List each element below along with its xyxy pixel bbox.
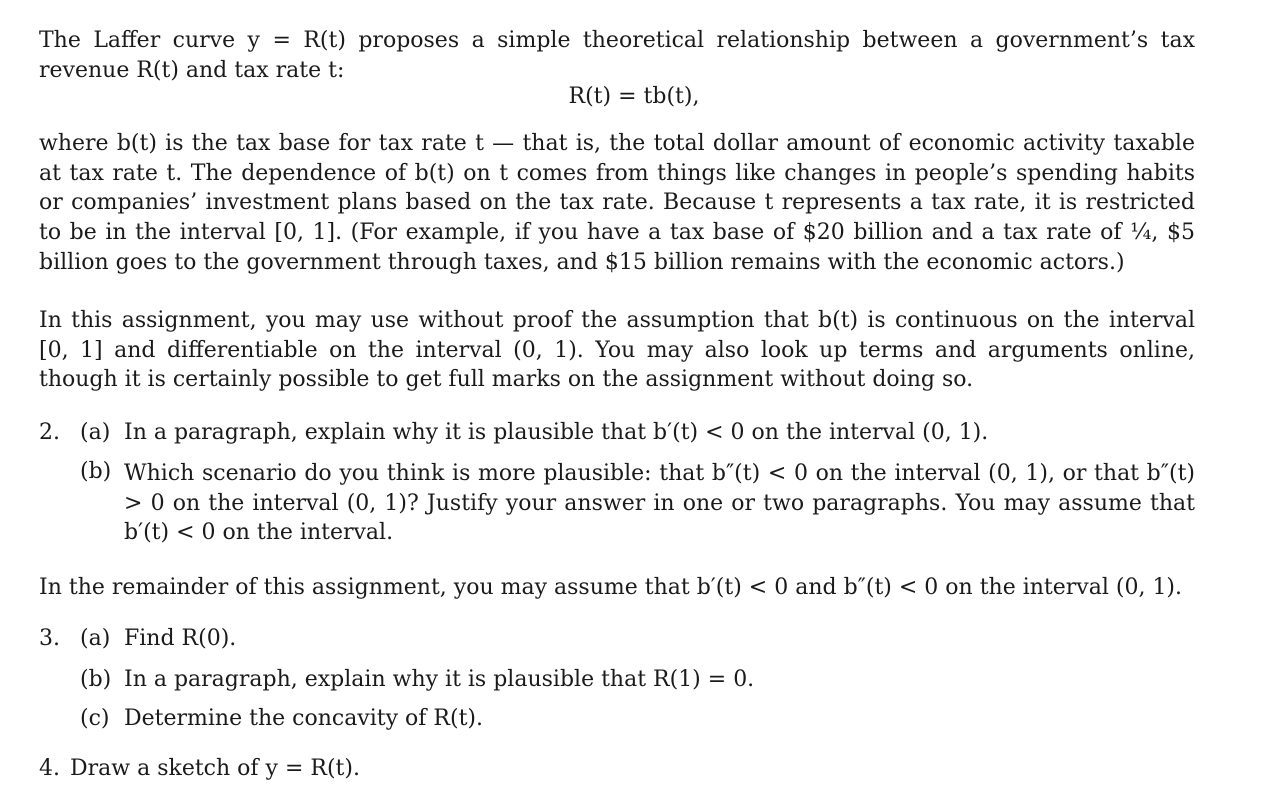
question-2-number: 2. — [39, 420, 60, 445]
question-4-number: 4. — [39, 756, 60, 781]
question-2a-label: (a) — [80, 420, 111, 445]
question-3c-text: Determine the concavity of R(t). — [124, 706, 483, 731]
intro-paragraph-2: where b(t) is the tax base for tax rate t — that is, the total dollar amount of economic activity taxable at tax rate t. The dependence of b(t) on t comes from things like changes in people’s spending habits or companies’ investment plans based on the tax rate. Because t represents a tax rate, it is restricted to be in the interval [0, 1]. (For example, if you have a tax base of $20 billion and a tax rate of ¼, $5 billion goes to the government through taxes, and $15 billion remains with the economic actors.) — [39, 131, 1195, 275]
question-3b-text: In a paragraph, explain why it is plausible that R(1) = 0. — [124, 667, 755, 692]
question-2b-text: Which scenario do you think is more plausible: that b″(t) < 0 on the interval (0, 1), or that b″(t) > 0 on the interval (0, 1)? Justify your answer in one or two paragraphs. You may assume that b′(t) < 0 on the interval. — [124, 461, 1195, 545]
question-3b-label: (b) — [80, 667, 112, 692]
question-3a-text: Find R(0). — [124, 626, 237, 651]
intro-paragraph-1: The Laffer curve y = R(t) proposes a simple theoretical relationship between a government’s tax revenue R(t) and tax rate t: — [39, 28, 1195, 83]
question-3-number: 3. — [39, 626, 60, 651]
question-4-text: Draw a sketch of y = R(t). — [70, 756, 360, 781]
revenue-equation: R(t) = tb(t), — [568, 84, 700, 109]
question-3a-label: (a) — [80, 626, 111, 651]
assumption-paragraph: In the remainder of this assignment, you may assume that b′(t) < 0 and b″(t) < 0 on the interval (0, 1). — [39, 575, 1183, 600]
intro-paragraph-3: In this assignment, you may use without proof the assumption that b(t) is continuous on the interval [0, 1] and differentiable on the interval (0, 1). You may also look up terms and arguments online, though it is certainly possible to get full marks on the assignment without doing so. — [39, 308, 1195, 393]
question-2a-text: In a paragraph, explain why it is plausible that b′(t) < 0 on the interval (0, 1). — [124, 420, 989, 445]
question-2b-label: (b) — [80, 459, 112, 484]
question-3c-label: (c) — [80, 706, 110, 731]
